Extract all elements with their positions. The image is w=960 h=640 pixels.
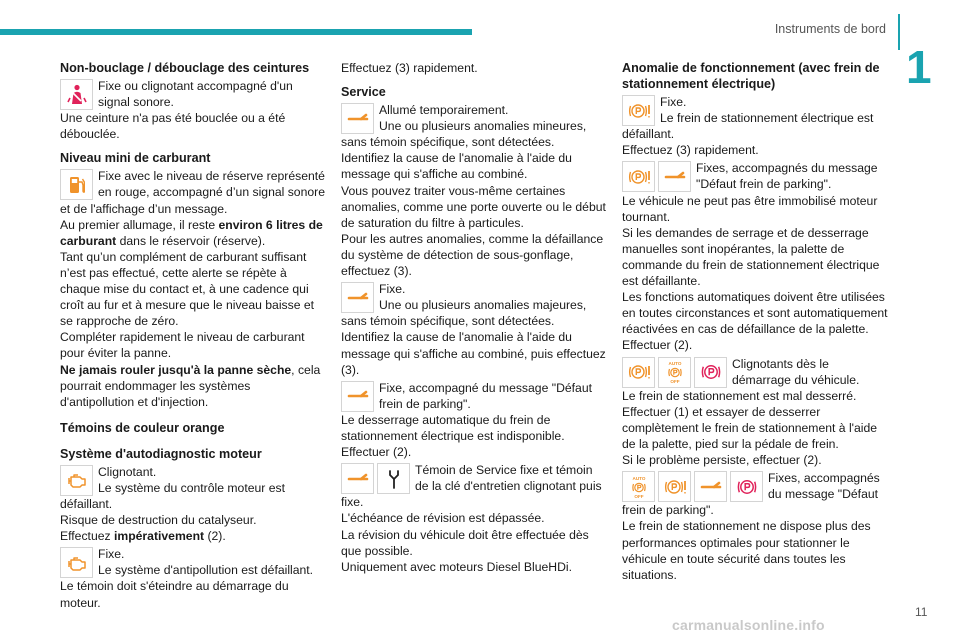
- text-run-bold: Ne jamais rouler jusqu'à la panne sèche: [60, 362, 292, 377]
- parking-brake-red-icon: [730, 471, 763, 502]
- indicator-entry: [622, 470, 888, 518]
- entry-text: Fixe avec le niveau de réserve représenté en rouge, accompagné d’un signal sonore et de l'affichage d’un message.: [60, 169, 325, 216]
- parking-brake-red-icon: [694, 357, 727, 388]
- entry-text: Fixe.: [98, 547, 125, 562]
- parking-brake-fault-icon: [622, 95, 655, 126]
- indicator-entry: [341, 102, 607, 150]
- paragraph: Si les demandes de serrage et de desserrage manuelles sont inopérantes, la palette de commande du frein de stationnement électrique est défaillante.: [622, 225, 880, 289]
- text-run-bold: environ 6 litres de carburant: [60, 217, 323, 248]
- paragraph: Effectuez (3) rapidement.: [341, 61, 478, 75]
- header-accent-bar: [0, 29, 472, 35]
- entry-text: Une ou plusieurs anomalies majeures, sans témoin spécifique, sont détectées.: [341, 298, 587, 329]
- auto-label: AUTO: [668, 361, 681, 366]
- paragraph: L'échéance de révision est dépassée.: [341, 511, 545, 526]
- text-run-bold: impérativement: [113, 529, 205, 544]
- auto-parking-off-icon: [622, 471, 655, 502]
- paragraph: Pour les autres anomalies, comme la défaillance du système de détection de sous-gonflage, effectuez (3).: [341, 231, 604, 279]
- parking-brake-fault-icon: [622, 357, 655, 388]
- column-3: [622, 60, 888, 583]
- engine-check-icon: [60, 465, 93, 496]
- indicator-entry: [341, 281, 607, 329]
- entry-text: Allumé temporairement.: [379, 103, 509, 118]
- paragraph: Tant qu’un complément de carburant suffisant n’est pas effectué, cette alerte se répète à chaque mise du contact et, à une cadence qui croît au fur et à mesure que le niveau baisse et se rapproche de zéro.: [60, 249, 315, 329]
- section-title: Anomalie de fonctionnement (avec frein de stationnement électrique): [622, 61, 880, 91]
- header-separator: [898, 14, 900, 50]
- parking-brake-fault-icon: [658, 471, 691, 502]
- paragraph: Compléter rapidement le niveau de carburant pour éviter la panne.: [60, 330, 305, 361]
- auto-label: AUTO: [632, 475, 645, 481]
- paragraph: Effectuer (2).: [341, 445, 412, 460]
- service-wrench-icon: [341, 381, 374, 412]
- paragraph: Le frein de stationnement est mal desserré.: [622, 388, 857, 403]
- paragraph: La révision du véhicule doit être effectuée dès que possible.: [341, 527, 589, 558]
- parking-brake-fault-icon: [622, 161, 655, 192]
- section-title: Service: [341, 85, 386, 100]
- service-wrench-icon: [341, 103, 374, 134]
- paragraph: Le desserrage automatique du frein de stationnement électrique est indisponible.: [341, 412, 565, 443]
- entry-text: Fixe, accompagné du message "Défaut frein de parking".: [379, 380, 592, 411]
- header-title: Instruments de bord: [774, 22, 886, 36]
- maintenance-key-icon: [377, 463, 410, 494]
- entry-text: Le frein de stationnement électrique est défaillant.: [622, 111, 874, 142]
- entry-text: Clignotants dès le démarrage du véhicule.: [732, 356, 860, 387]
- entry-text: Le système d'antipollution est défaillant.: [98, 563, 314, 578]
- section-title: Système d'autodiagnostic moteur: [60, 446, 262, 461]
- entry-text: Témoin de Service fixe et témoin de la clé d'entretien clignotant puis fixe.: [341, 463, 602, 510]
- paragraph: Effectuer (2).: [622, 338, 693, 353]
- entry-text: Une ou plusieurs anomalies mineures, sans témoin spécifique, sont détectées.: [341, 119, 587, 150]
- paragraph: [60, 217, 326, 249]
- indicator-entry: [341, 462, 607, 510]
- indicator-entry: [622, 356, 888, 388]
- paragraph: Le véhicule ne peut pas être immobilisé moteur tournant.: [622, 193, 878, 224]
- indicator-entry: [622, 94, 888, 142]
- text-run: Au premier allumage, il reste: [60, 217, 219, 232]
- page-number: 11: [915, 605, 928, 619]
- service-wrench-icon: [658, 161, 691, 192]
- indicator-entry: [60, 78, 326, 110]
- indicator-entry: [60, 168, 326, 216]
- paragraph: Les fonctions automatiques doivent être utilisées en toutes circonstances et sont automatiquement réactivées en cas de défaillance de la palette.: [622, 290, 888, 337]
- column-2: [341, 60, 607, 575]
- entry-text: Fixe ou clignotant accompagné d'un signal sonore.: [98, 79, 293, 110]
- paragraph: [60, 362, 326, 410]
- indicator-entry: [60, 464, 326, 512]
- fuel-pump-icon: [60, 169, 93, 200]
- paragraph: Le témoin doit s'éteindre au démarrage du moteur.: [60, 579, 289, 610]
- paragraph: Effectuer (1) et essayer de desserrer complètement le frein de stationnement à l'aide de la palette, pied sur la pédale de frein.: [622, 404, 878, 451]
- off-label: OFF: [633, 493, 644, 499]
- paragraph: Identifiez la cause de l'anomalie à l'aide du message qui s'affiche au combiné.: [341, 151, 572, 182]
- off-label: OFF: [669, 379, 680, 384]
- indicator-entry: [60, 546, 326, 578]
- entry-text: Le système du contrôle moteur est défaillant.: [60, 480, 285, 511]
- indicator-entry: [341, 380, 607, 412]
- paragraph: Le frein de stationnement ne dispose plus des performances optimales pour stationner le véhicule en toute sécurité dans toutes les situations.: [622, 519, 871, 582]
- section-title: Niveau mini de carburant: [60, 151, 211, 166]
- text-run: dans le réservoir (réserve).: [116, 233, 266, 248]
- paragraph: Effectuez (3) rapidement.: [622, 143, 759, 158]
- paragraph: Vous pouvez traiter vous-même certaines anomalies, comme une porte ouverte ou le début de saturation du filtre à particules.: [341, 183, 606, 230]
- indicator-entry: [622, 160, 888, 192]
- entry-text: Fixes, accompagnés du message "Défaut frein de parking".: [622, 471, 880, 518]
- watermark: carmanualsonline.info: [672, 617, 825, 633]
- entry-text: Clignotant.: [98, 464, 157, 479]
- paragraph: [60, 528, 326, 544]
- service-wrench-icon: [341, 463, 374, 494]
- text-run: Effectuez: [60, 529, 114, 544]
- service-wrench-icon: [694, 471, 727, 502]
- entry-text: Fixe.: [660, 95, 687, 109]
- text-run: , cela pourrait endommager les systèmes d'antipollution et d'injection.: [60, 362, 321, 409]
- section-title: Témoins de couleur orange: [60, 420, 225, 435]
- paragraph: Identifiez la cause de l'anomalie à l'aide du message qui s'affiche au combiné, puis effectuez (3).: [341, 330, 606, 377]
- paragraph: Si le problème persiste, effectuer (2).: [622, 453, 822, 468]
- entry-text: Fixe.: [379, 282, 406, 297]
- entry-text: Fixes, accompagnés du message "Défaut frein de parking".: [696, 161, 878, 192]
- section-title: Non-bouclage / débouclage des ceintures: [60, 61, 310, 75]
- paragraph: Uniquement avec moteurs Diesel BlueHDi.: [341, 559, 572, 574]
- column-1: [60, 60, 326, 611]
- auto-parking-off-icon: [658, 357, 691, 388]
- service-wrench-icon: [341, 282, 374, 313]
- chapter-number: 1: [906, 41, 932, 93]
- paragraph: Risque de destruction du catalyseur.: [60, 513, 257, 528]
- text-run: (2).: [204, 529, 226, 544]
- seatbelt-warning-icon: [60, 79, 93, 110]
- paragraph: Une ceinture n'a pas été bouclée ou a été débouclée.: [60, 111, 286, 142]
- engine-check-icon: [60, 547, 93, 578]
